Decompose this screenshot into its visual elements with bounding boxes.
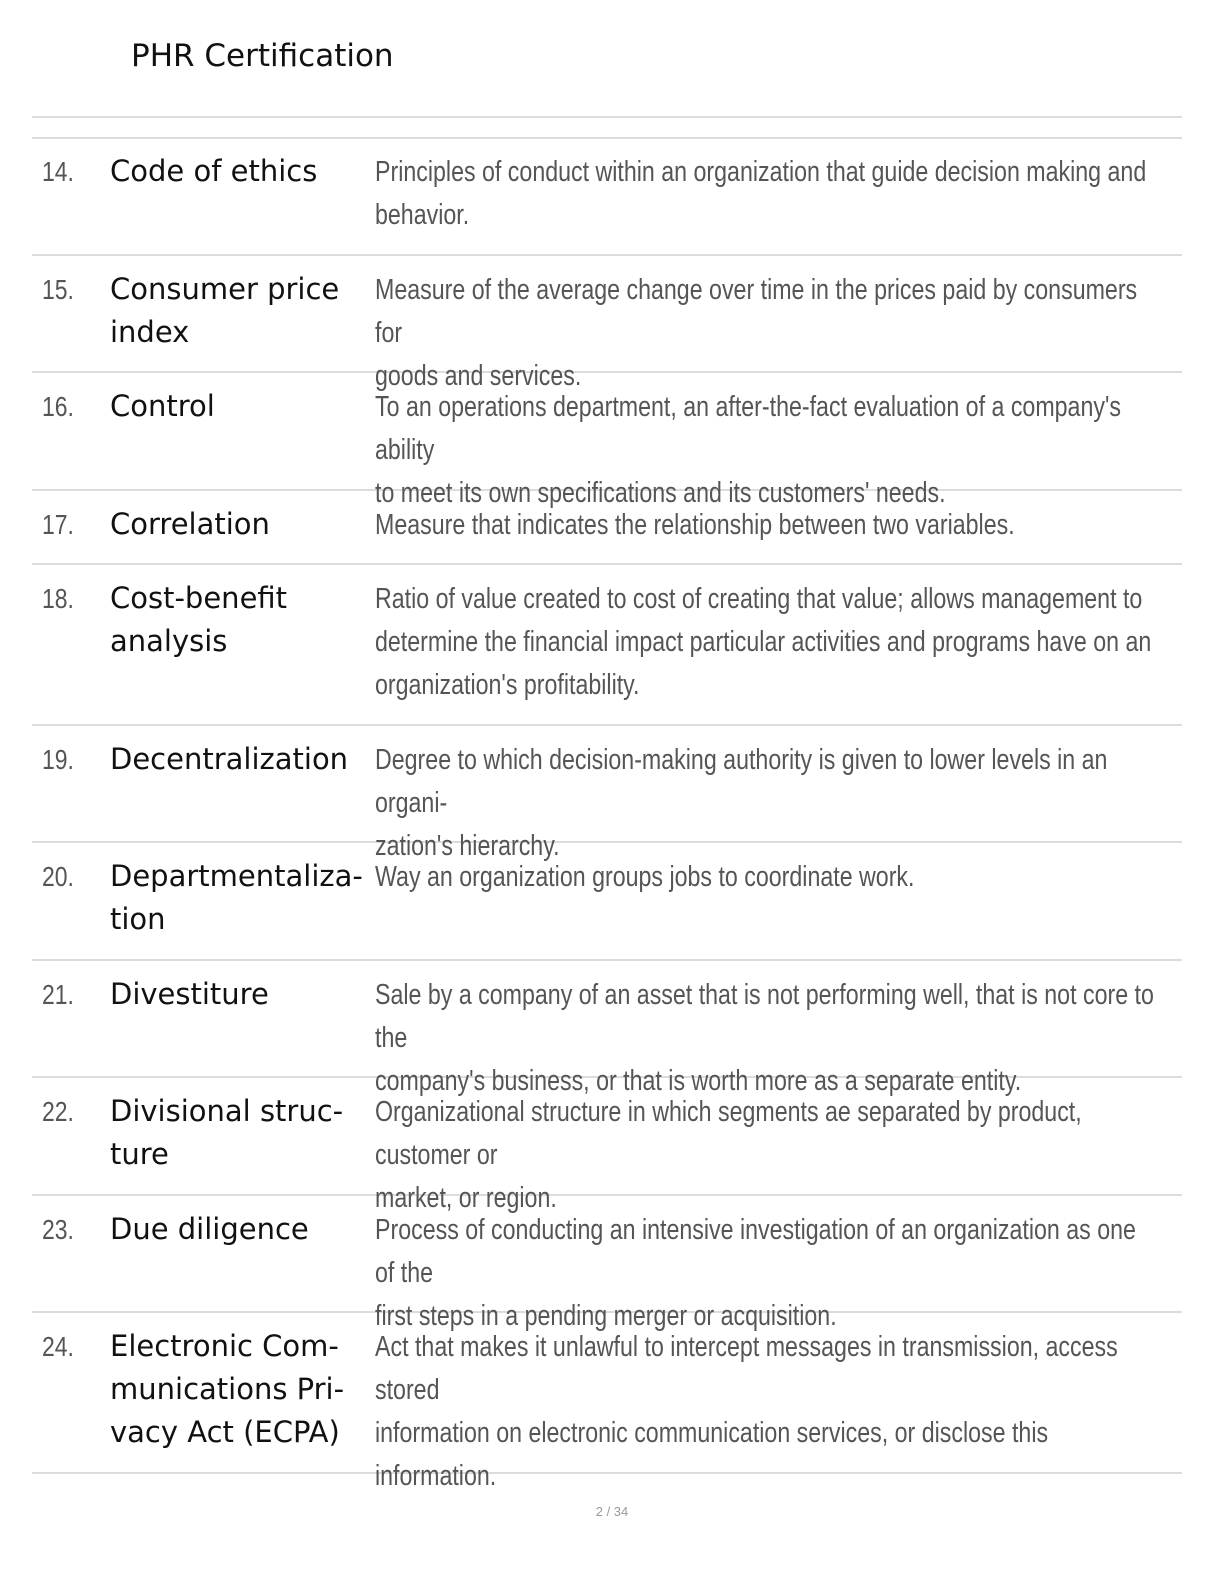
term-number: 19.	[42, 744, 74, 775]
term-name: Decentralization	[110, 742, 349, 776]
term-name: Correlation	[110, 507, 270, 541]
table-row	[32, 961, 1182, 1097]
term-definition: To an operations department, an after-the-fact evaluation of a company's ability to meet its own specifications and its customers' needs.	[375, 391, 1121, 509]
term-name: Consumer price index	[110, 272, 340, 349]
term-number: 21.	[42, 979, 74, 1010]
term-definition: Organizational structure in which segments ae separated by product, customer or market, or region.	[375, 1096, 1082, 1214]
glossary-table	[32, 138, 1182, 1492]
term-name: Code of ethics	[110, 154, 318, 188]
term-definition: Process of conducting an intensive investigation of an organization as one of the first steps in a pending merger or acquisition.	[375, 1214, 1136, 1332]
term-number: 17.	[42, 509, 74, 540]
table-row	[32, 843, 1182, 961]
term-number: 22.	[42, 1096, 74, 1127]
term-name: Cost-benefit analysis	[110, 581, 288, 658]
term-number: 24.	[42, 1331, 74, 1362]
term-definition: Principles of conduct within an organization that guide decision making and behavior.	[375, 156, 1147, 231]
term-definition: Measure that indicates the relationship between two variables.	[375, 509, 1015, 541]
table-row	[32, 1078, 1182, 1214]
term-definition: Measure of the average change over time in the prices paid by consumers for goods and services.	[375, 274, 1138, 392]
table-row	[32, 491, 1182, 565]
term-definition: Act that makes it unlawful to intercept messages in transmission, access stored information on electronic communication services, or disclose this information.	[375, 1331, 1118, 1492]
table-row	[32, 373, 1182, 509]
term-definition: Ratio of value created to cost of creating that value; allows management to determine the financial impact particular activities and programs have on an organization's profitability.	[375, 583, 1152, 701]
term-number: 16.	[42, 391, 74, 422]
term-number: 20.	[42, 861, 74, 892]
header-divider	[32, 116, 1182, 118]
term-number: 18.	[42, 583, 74, 614]
table-row	[32, 726, 1182, 862]
table-row	[32, 1313, 1182, 1492]
term-number: 15.	[42, 274, 74, 305]
term-name: Due diligence	[110, 1212, 309, 1246]
term-number: 23.	[42, 1214, 74, 1245]
term-name: Divisional struc- ture	[110, 1094, 344, 1171]
term-name: Control	[110, 389, 215, 423]
table-row	[32, 256, 1182, 392]
page-number: 2 / 34	[595, 1504, 629, 1519]
term-definition: Way an organization groups jobs to coordinate work.	[375, 861, 915, 893]
term-definition: Degree to which decision-making authority is given to lower levels in an organi- zation's hierarchy.	[375, 744, 1108, 862]
term-name: Divestiture	[110, 977, 269, 1011]
table-row	[32, 565, 1182, 726]
term-definition: Sale by a company of an asset that is not performing well, that is not core to the company's business, or that is worth more as a separate entity.	[375, 979, 1154, 1097]
page-title: PHR Certification	[131, 38, 394, 74]
term-name: Departmentaliza- tion	[110, 859, 363, 936]
term-number: 14.	[42, 156, 74, 187]
table-row	[32, 138, 1182, 256]
term-name: Electronic Com- munications Pri- vacy Act (ECPA)	[110, 1329, 345, 1449]
table-row	[32, 1196, 1182, 1332]
